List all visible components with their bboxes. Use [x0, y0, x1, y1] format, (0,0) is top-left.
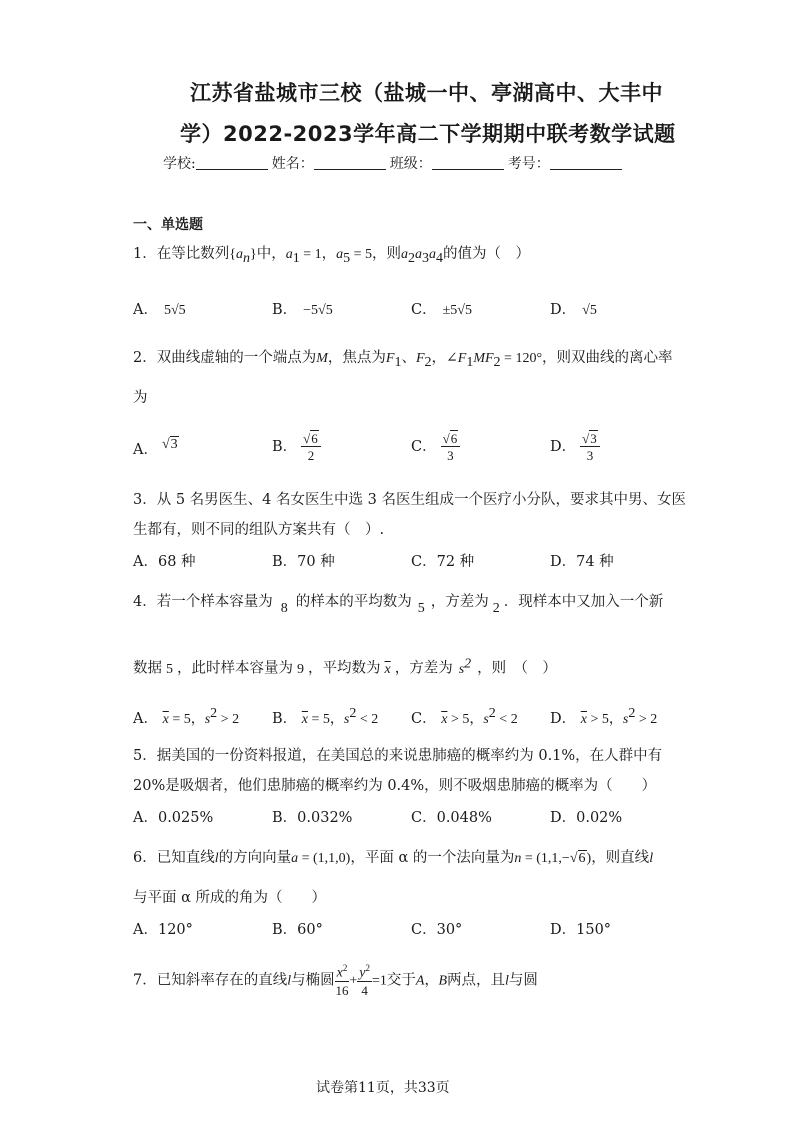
q4-option-b[interactable]: B． $\overline{x} = 5$，$s^2 < 2$ [272, 706, 379, 727]
class-field[interactable] [432, 155, 504, 170]
question-text: 的样本的平均数为 [295, 594, 412, 610]
question-text: 的值为（ ） [443, 246, 531, 262]
math-a5: a [336, 247, 344, 262]
question-text: ，此时样本容量为 [177, 660, 293, 677]
question-text: 若一个样本容量为 [156, 594, 273, 610]
math-a1: a [285, 247, 293, 262]
q2-option-d[interactable]: D． $\frac{√3}{3}$ [550, 432, 600, 462]
q5-option-c[interactable]: C．0.048% [411, 810, 492, 826]
school-field[interactable] [196, 155, 268, 170]
question-text: 与椭圆 [291, 972, 335, 989]
question-text: 在等比数列 [156, 246, 230, 262]
name-label: 姓名： [271, 156, 314, 172]
class-label: 班级： [389, 156, 432, 172]
option-label: A． [133, 302, 158, 318]
q6-option-d[interactable]: D．150° [550, 922, 612, 938]
q2-option-a[interactable]: A． √3 [133, 437, 178, 458]
q6-option-a[interactable]: A．120° [133, 922, 193, 938]
q1-option-a[interactable] [133, 298, 186, 319]
page-footer: 试卷第11页，共33页 [316, 1080, 450, 1096]
question-text: ，平面 α 的一个法向量为 [350, 850, 515, 866]
question-1: 1．在等比数列$\{a_n\}$中，$a_1 = 1$，$a_5 = 5$，则$a_2a_3a_4$的值为（ ） [133, 246, 531, 266]
question-6: 6．已知直线l的方向向量a = (1,1,0)，平面 α 的一个法向量为n = (1,1,−√6)，则直线l [133, 850, 654, 866]
option-value: −5√5 [303, 303, 333, 318]
option-value: ±5√5 [442, 303, 472, 318]
question-3-cont: 生都有，则不同的组队方案共有（ ）. [133, 522, 385, 538]
math-value: 9 [297, 661, 304, 677]
question-text: 中， [256, 246, 286, 262]
question-text: 交于 [386, 972, 416, 989]
q2-option-c[interactable]: C． $\frac{√6}{3}$ [411, 432, 460, 462]
question-number: 6． [133, 850, 157, 866]
question-7: 7．已知斜率存在的直线l与椭圆 $\frac{x^2}{16}$ + $\frac{y^2}{4}$ =1交于A，B两点，且l与圆 [133, 963, 538, 999]
student-info-line [163, 153, 626, 173]
question-number: 3． [133, 492, 157, 508]
question-text: ，焦点为 [327, 350, 386, 366]
q4-option-c[interactable]: C． $\overline{x} > 5$，$s^2 < 2$ [411, 706, 518, 727]
q5-option-d[interactable]: D．0.02% [550, 810, 623, 826]
question-text: ，方差为 [430, 594, 489, 610]
question-text: 数据 [133, 660, 162, 677]
option-label: D． [550, 302, 577, 318]
exam-no-field[interactable] [550, 155, 622, 170]
exam-no-label: 考号： [507, 156, 550, 172]
q6-option-c[interactable]: C．30° [411, 922, 463, 938]
name-field[interactable] [314, 155, 386, 170]
q5-option-a[interactable]: A．0.025% [133, 810, 214, 826]
option-label: B． [272, 439, 298, 455]
q6-option-b[interactable]: B．60° [272, 922, 323, 938]
question-6-cont: 与平面 α 所成的角为（ ） [133, 890, 327, 906]
question-5-cont: 20%是吸烟者，他们患肺癌的概率约为 0.4%，则不吸烟患肺癌的概率为（ ） [133, 778, 657, 794]
title-line-1: 江苏省盐城市三校（盐城一中、亭湖高中、大丰中 [190, 81, 663, 105]
question-text: ，方差为 [394, 660, 453, 677]
q4-option-a[interactable]: A． $\overline{x} = 5$，$s^2 > 2$ [133, 706, 240, 727]
question-text: 两点，且 [447, 972, 505, 989]
math-a2a3a4: a [401, 247, 409, 262]
question-text: ，则 [372, 246, 402, 262]
question-4 [133, 592, 664, 616]
question-text: ，则直线 [591, 850, 650, 866]
option-label: B． [272, 710, 298, 727]
option-label: A． [133, 710, 158, 727]
option-label: C． [411, 439, 437, 455]
section-header: 一、单选题 [133, 217, 203, 233]
q1-option-b[interactable] [272, 298, 333, 319]
math-value: 2 [492, 601, 500, 616]
q4-option-d[interactable]: D． $\overline{x} > 5$，$s^2 > 2$ [550, 706, 658, 727]
question-2: 2．双曲线虚轴的一个端点为M，焦点为$F_1$、$F_2$，$\angle F_1MF_2 = 120^\circ$，则双曲线的离心率 [133, 350, 673, 370]
q3-option-a[interactable]: A．68 种 [133, 554, 196, 570]
math-value: 5 [417, 601, 425, 616]
question-text: ， [431, 350, 447, 366]
q3-option-c[interactable]: C．72 种 [411, 554, 475, 570]
question-text: 、 [401, 350, 416, 366]
option-label: C． [411, 302, 437, 318]
question-2-cont: 为 [133, 390, 148, 406]
question-4-cont: 数据 5 ，此时样本容量为 9 ，平均数为 $\overline{x}$ ，方差为 $s^2$ ，则 （ ） [133, 656, 557, 677]
question-text: ，平均数为 [308, 660, 381, 677]
question-5 [133, 746, 662, 766]
option-value: √5 [582, 303, 597, 318]
option-value: 5√5 [163, 303, 186, 318]
option-label: D． [550, 439, 577, 455]
math-seq: $\{a_n\}$ [229, 247, 257, 266]
q5-option-b[interactable]: B．0.032% [272, 810, 353, 826]
q1-option-c[interactable] [411, 298, 472, 319]
school-label: 学校: [163, 156, 196, 172]
question-text: ， [321, 246, 337, 262]
question-number: 7． [133, 972, 157, 989]
question-text: ，则双曲线的离心率 [542, 350, 673, 366]
question-text: 与圆 [508, 972, 538, 989]
title-line-2: 学）2022-2023学年高二下学期期中联考数学试题 [180, 122, 676, 146]
question-text: 的方向向量 [218, 850, 292, 866]
q3-option-d[interactable]: D．74 种 [550, 554, 614, 570]
question-number: 1． [133, 246, 157, 262]
question-text: ，则 （ ） [477, 660, 557, 677]
question-text: ．现样本中又加入一个新 [503, 594, 664, 610]
math-value: 8 [280, 601, 288, 616]
question-number: 4． [133, 594, 157, 610]
question-text: 从 5 名男医生、4 名女医生中选 3 名医生组成一个医疗小分队，要求其中男、女医 [156, 492, 686, 508]
question-3 [133, 490, 686, 510]
question-text: 双曲线虚轴的一个端点为 [156, 350, 317, 366]
option-label: D． [550, 710, 577, 727]
question-text: 已知斜率存在的直线 [156, 972, 288, 989]
q1-option-d[interactable] [550, 298, 597, 319]
question-text: 已知直线 [156, 850, 215, 866]
option-label: C． [411, 710, 437, 727]
question-number: 2． [133, 350, 157, 366]
option-label: A． [133, 442, 158, 458]
option-label: B． [272, 302, 298, 318]
math-value: 5 [166, 661, 173, 677]
q2-option-b[interactable]: B． $\frac{√6}{2}$ [272, 432, 321, 462]
q3-option-b[interactable]: B．70 种 [272, 554, 335, 570]
question-text: 据美国的一份资料报道，在美国总的来说患肺癌的概率约为 0.1%，在人群中有 [156, 748, 663, 764]
question-number: 5． [133, 748, 157, 764]
